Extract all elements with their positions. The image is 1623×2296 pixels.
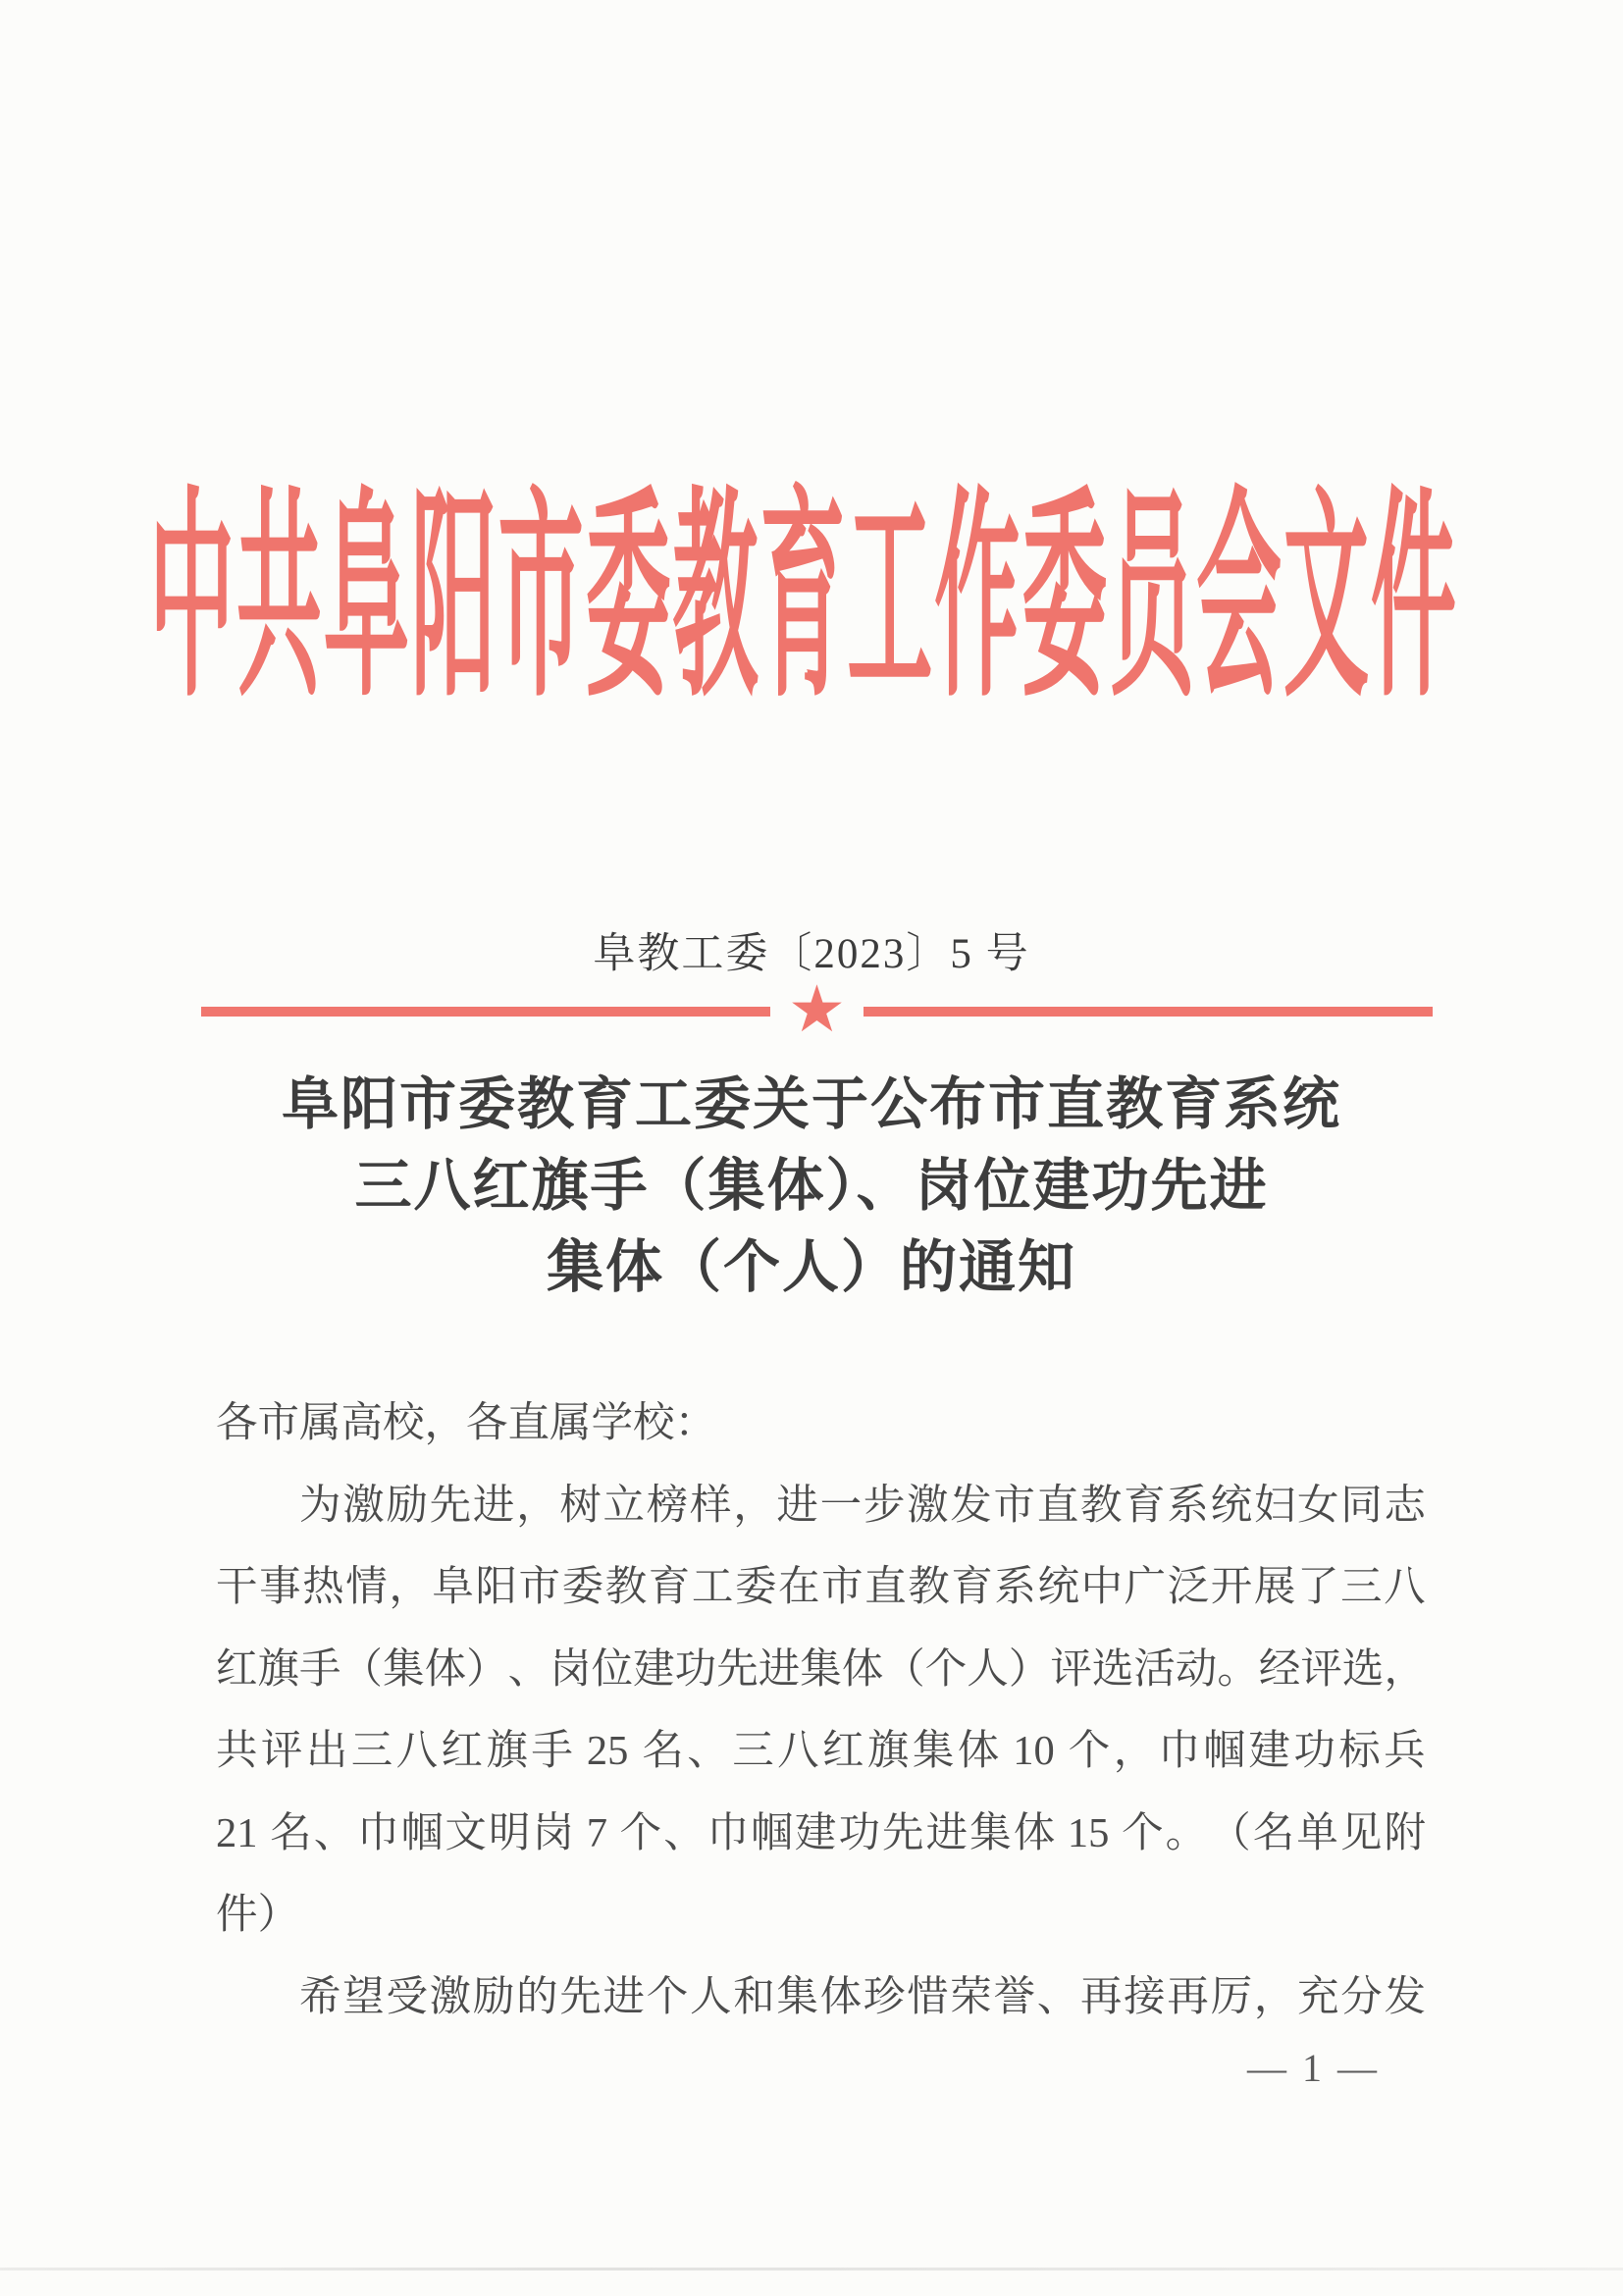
notice-title-line: 集体（个人）的通知	[546, 1235, 1076, 1299]
notice-title-line: 阜阳市委教育工委关于公布市直教育系统	[281, 1072, 1341, 1136]
body-line: 干 事 热 情 ， 阜 阳 市 委 教 育 工 委 在 市 直 教 育 系 统 中 广 泛 开 展 了 三 八	[216, 1564, 1426, 1610]
document-number: 阜教工委〔2023〕5 号	[593, 931, 1030, 977]
star-icon: ★	[787, 971, 847, 1047]
divider-line-left	[201, 1007, 770, 1017]
body-line: 为 激 励 先 进 ， 树 立 榜 样 ， 进 一 步 激 发 市 直 教 育 系 统 妇 女 同 志	[299, 1482, 1426, 1529]
red-masthead-title: 中 共 阜 阳 市 委 教 育 工 作 委 员 会 文 件	[149, 473, 1456, 724]
body-line: 红 旗 手 （ 集 体 ） 、 岗 位 建 功 先 进 集 体 （ 个 人 ） 评 选 活 动 。 经 评 选 ，	[216, 1645, 1426, 1693]
body-line: 共 评 出 三 八 红 旗 手 25 名 、 三 八 红 旗 集 体 10 个 ， 巾 帼 建 功 标 兵	[216, 1728, 1426, 1774]
notice-title-line: 三八红旗手（集体）、岗位建功先进	[354, 1154, 1269, 1218]
document-body	[216, 1383, 1426, 2038]
body-line: 希 望 受 激 励 的 先 进 个 人 和 集 体 珍 惜 荣 誉 、 再 接 再 厉 ， 充 分 发	[299, 1973, 1426, 2020]
scan-edge-shadow	[0, 2268, 1623, 2270]
body-line: 件）	[216, 1892, 300, 1938]
page-number: — 1 —	[1247, 2046, 1380, 2090]
notice-title	[0, 1064, 1623, 1308]
red-divider	[201, 971, 1433, 1047]
body-line: 各市属高校，各直属学校：	[216, 1400, 717, 1446]
divider-line-right	[864, 1007, 1433, 1017]
body-line: 21 名 、 巾 帼 文 明 岗 7 个 、 巾 帼 建 功 先 进 集 体 15 个 。 （ 名 单 见 附	[216, 1809, 1426, 1856]
